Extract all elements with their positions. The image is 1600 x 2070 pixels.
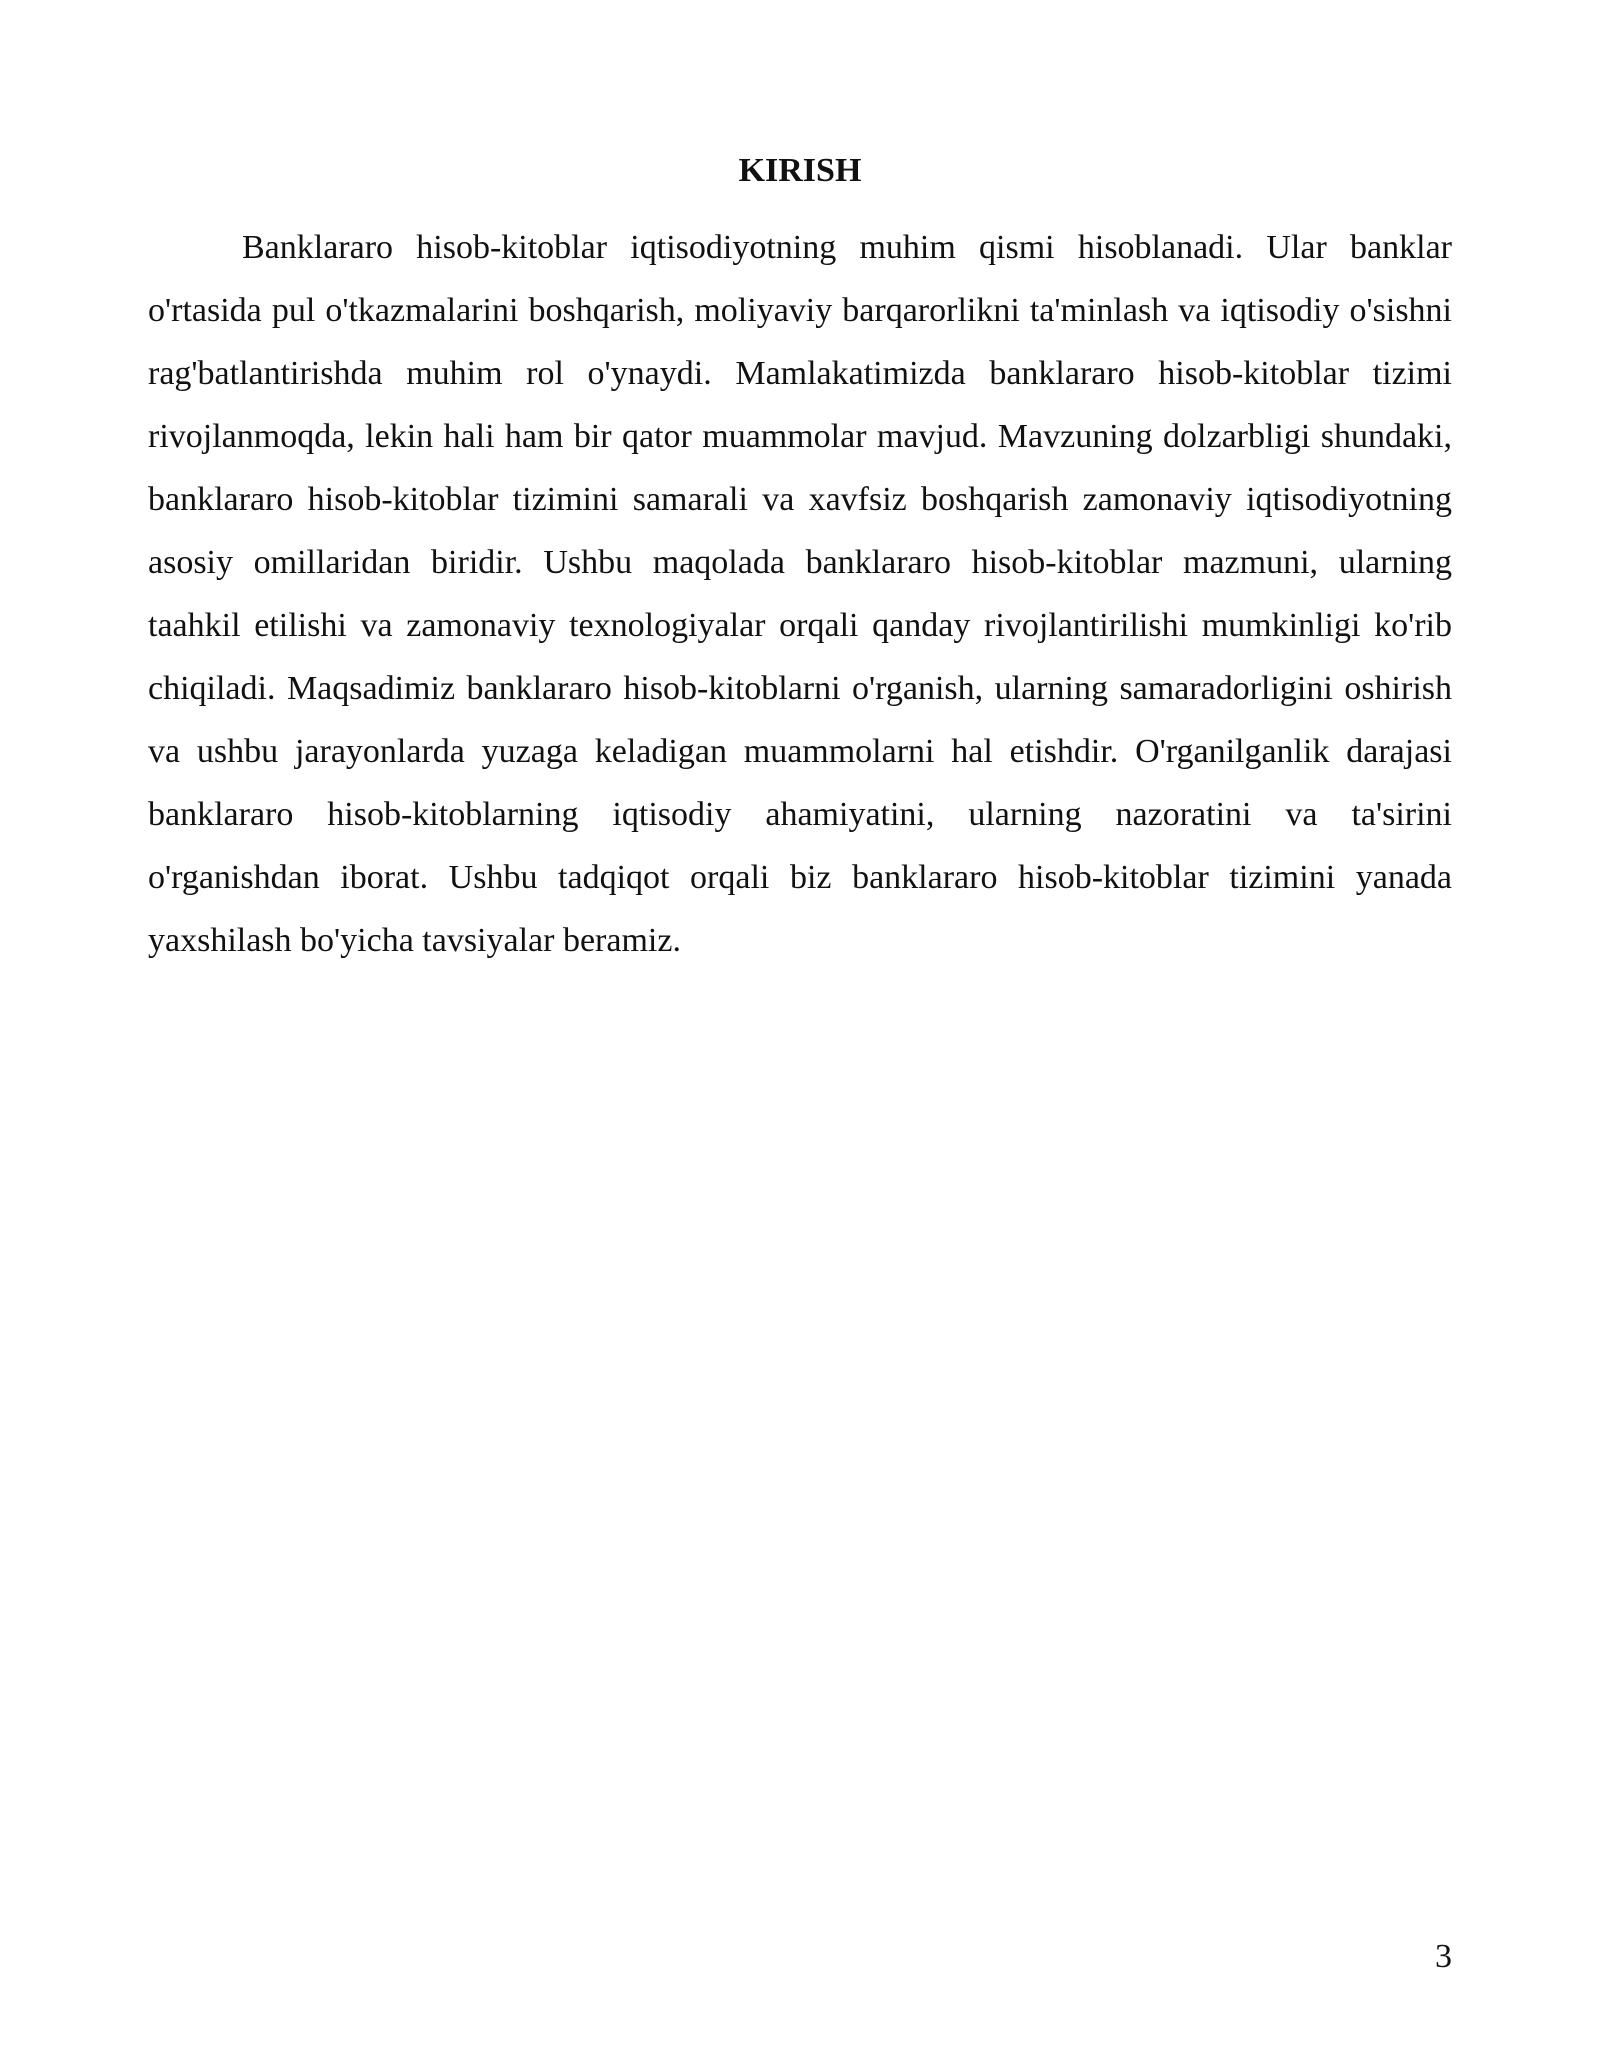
section-heading: KIRISH bbox=[738, 152, 862, 189]
body-paragraph: Banklararo hisob-kitoblar iqtisodiyotning muhim qismi hisoblanadi. Ular banklar o'rtasida pul o'tkazmalarini boshqarish, moliyaviy barqarorlikni ta'minlash va iqtisodiy o'sishni rag'batlantirishda muhim rol o'ynaydi. Mamlakatimizda banklararo hisob-kitoblar tizimi rivojlanmoqda, lekin hali ham bir qator muammolar mavjud. Mavzuning dolzarbligi shundaki, banklararo hisob-kitoblar tizimini samarali va xavfsiz boshqarish zamonaviy iqtisodiyotning asosiy omillaridan biridir. Ushbu maqolada banklararo hisob-kitoblar mazmuni, ularning taahkil etilishi va zamonaviy texnologiyalar orqali qanday rivojlantirilishi mumkinligi ko'rib chiqiladi. Maqsadimiz banklararo hisob-kitoblarni o'rganish, ularning samaradorligini oshirish va ushbu jarayonlarda yuzaga keladigan muammolarni hal etishdir. O'rganilganlik darajasi banklararo hisob-kitoblarning iqtisodiy ahamiyatini, ularning nazoratini va ta'sirini o'rganishdan iborat. Ushbu tadqiqot orqali biz banklararo hisob-kitoblar tizimini yanada yaxshilash bo'yicha tavsiyalar beramiz. bbox=[148, 229, 1452, 959]
page-number: 3 bbox=[1435, 1938, 1452, 1975]
